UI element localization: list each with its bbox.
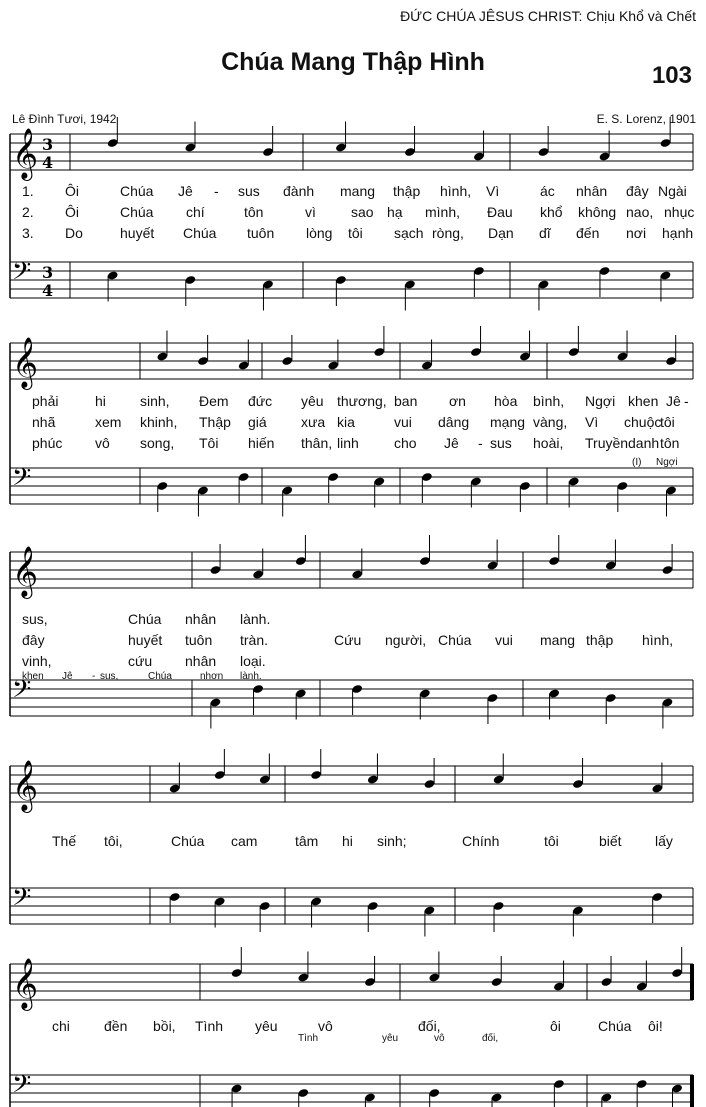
time-signature-bottom: 4 bbox=[42, 153, 54, 172]
lyric-syllable: cam bbox=[231, 833, 258, 849]
lyric-syllable: hình, bbox=[642, 632, 674, 648]
lyric-syllable: sus, bbox=[22, 611, 48, 627]
lyric-syllable: ác bbox=[540, 183, 555, 199]
lyric-syllable: sus bbox=[238, 183, 260, 199]
lyric-syllable: Cứu bbox=[334, 632, 362, 648]
lyric-syllable: thập bbox=[586, 632, 614, 648]
lyric-syllable: thập bbox=[393, 183, 421, 199]
lyric-syllable: tôi bbox=[544, 833, 559, 849]
lyric-syllable: không bbox=[578, 204, 617, 220]
lyric-syllable: Chúa bbox=[183, 225, 217, 241]
lyric-syllable: Tình bbox=[195, 1018, 224, 1034]
final-barline bbox=[690, 964, 694, 1000]
lyric-syllable: danh bbox=[628, 435, 660, 451]
section-heading: ĐỨC CHÚA JÊSUS CHRIST: Chịu Khổ và Chết bbox=[400, 8, 696, 24]
lyric-syllable: yêu bbox=[255, 1018, 278, 1034]
lyric-syllable: yêu bbox=[382, 1033, 399, 1044]
lyric-syllable: huyết bbox=[120, 225, 155, 241]
lyric-syllable: - bbox=[684, 393, 689, 409]
lyric-syllable: đối, bbox=[418, 1018, 441, 1034]
lyric-syllable: hi bbox=[95, 393, 106, 409]
lyric-syllable: nao, bbox=[626, 204, 654, 220]
final-barline bbox=[690, 1075, 694, 1107]
lyric-syllable: hiến bbox=[248, 435, 275, 451]
lyric-syllable: tôi bbox=[348, 225, 363, 241]
lyric-syllable: sus, bbox=[100, 671, 119, 682]
lyric-syllable: người, bbox=[385, 632, 427, 648]
lyric-syllable: - bbox=[478, 435, 483, 451]
lyric-syllable: ơn bbox=[449, 393, 466, 409]
lyric-syllable: hạnh bbox=[662, 225, 694, 241]
lyric-syllable: song, bbox=[140, 435, 175, 451]
lyric-syllable: mạng bbox=[490, 414, 526, 430]
lyric-syllable: Do bbox=[65, 225, 83, 241]
lyric-syllable: lành. bbox=[240, 611, 271, 627]
lyric-syllable: mình, bbox=[425, 204, 461, 220]
lyric-syllable: Chính bbox=[462, 833, 500, 849]
lyric-syllable: đây bbox=[626, 183, 649, 199]
lyric-syllable: bình, bbox=[533, 393, 565, 409]
lyric-syllable: tràn. bbox=[240, 632, 269, 648]
lyric-syllable: nhơn bbox=[200, 671, 224, 682]
bass-clef: 𝄢 bbox=[12, 257, 32, 292]
hymn-number: 103 bbox=[651, 62, 692, 89]
treble-clef: 𝄞 bbox=[12, 337, 39, 388]
lyric-syllable: tôn bbox=[244, 204, 264, 220]
lyric-syllable: vui bbox=[394, 414, 412, 430]
lyric-syllable: lòng bbox=[306, 225, 333, 241]
bass-clef: 𝄢 bbox=[12, 883, 32, 918]
lyric-syllable: Ngài bbox=[658, 183, 687, 199]
lyric-syllable: khen bbox=[628, 393, 659, 409]
lyric-syllable: xưa bbox=[301, 414, 326, 430]
lyric-syllable: Chúa bbox=[128, 611, 162, 627]
lyric-syllable: lấy bbox=[655, 833, 673, 849]
lyric-syllable: chuộc bbox=[624, 414, 662, 430]
lyric-syllable: vì bbox=[305, 204, 316, 220]
lyric-syllable: Ngợi bbox=[585, 393, 616, 409]
lyric-syllable: (I) bbox=[632, 457, 642, 468]
lyric-syllable: Ôi bbox=[65, 204, 79, 220]
lyric-syllable: - bbox=[92, 671, 96, 682]
lyric-syllable: sao bbox=[351, 204, 374, 220]
lyric-syllable: đối, bbox=[482, 1033, 499, 1044]
lyric-syllable: đền bbox=[104, 1018, 128, 1034]
lyric-syllable: tôi, bbox=[104, 833, 123, 849]
lyric-syllable: mang bbox=[340, 183, 376, 199]
lyric-syllable: loại. bbox=[240, 653, 266, 669]
time-signature-top: 3 bbox=[42, 135, 54, 154]
lyric-syllable: sus bbox=[490, 435, 512, 451]
lyric-syllable: Vì bbox=[486, 183, 500, 199]
lyric-syllable: vàng, bbox=[533, 414, 568, 430]
lyric-syllable: thân, bbox=[301, 435, 333, 451]
lyric-syllable: 3. bbox=[22, 225, 34, 241]
treble-clef: 𝄞 bbox=[12, 546, 39, 597]
lyric-syllable: dĩ bbox=[539, 225, 551, 241]
lyric-syllable: ròng, bbox=[432, 225, 464, 241]
lyric-syllable: nhân bbox=[185, 611, 217, 627]
treble-clef: 𝄞 bbox=[12, 958, 39, 1009]
lyric-syllable: phúc bbox=[32, 435, 63, 451]
lyric-syllable: sạch bbox=[394, 225, 424, 241]
lyric-syllable: sinh; bbox=[377, 833, 407, 849]
bass-clef: 𝄢 bbox=[12, 463, 32, 498]
lyric-syllable: Ngợi bbox=[656, 457, 678, 468]
lyric-syllable: hi bbox=[342, 833, 353, 849]
lyric-syllable: tôn bbox=[660, 435, 680, 451]
lyric-syllable: sinh, bbox=[140, 393, 170, 409]
lyric-syllable: hoài, bbox=[533, 435, 564, 451]
lyric-syllable: đây bbox=[22, 632, 45, 648]
treble-clef: 𝄞 bbox=[12, 760, 39, 811]
lyric-syllable: Chúa bbox=[438, 632, 472, 648]
lyric-syllable: Jê bbox=[178, 183, 193, 199]
lyric-syllable: Jê bbox=[444, 435, 459, 451]
lyric-syllable: Chúa bbox=[120, 183, 154, 199]
time-signature-top: 3 bbox=[42, 263, 54, 282]
lyric-syllable: phải bbox=[32, 393, 59, 409]
lyric-syllable: Dạn bbox=[488, 225, 514, 241]
lyric-syllable: vô bbox=[318, 1018, 333, 1034]
lyric-syllable: lành. bbox=[240, 671, 262, 682]
lyric-syllable: Thế bbox=[52, 833, 77, 849]
lyric-syllable: cho bbox=[394, 435, 417, 451]
lyric-syllable: Jê bbox=[666, 393, 681, 409]
lyric-syllable: đành bbox=[283, 183, 315, 199]
lyric-syllable: khen bbox=[22, 671, 44, 682]
lyric-syllable: linh bbox=[337, 435, 359, 451]
lyric-syllable: ôi! bbox=[648, 1018, 663, 1034]
lyric-syllable: 2. bbox=[22, 204, 34, 220]
lyric-syllable: mang bbox=[540, 632, 576, 648]
lyric-syllable: vô bbox=[95, 435, 110, 451]
lyricist-credit: Lê Đình Tươi, 1942 bbox=[12, 112, 117, 126]
bass-clef: 𝄢 bbox=[12, 1070, 32, 1105]
lyric-syllable: Đau bbox=[487, 204, 513, 220]
lyric-syllable: Vì bbox=[585, 414, 599, 430]
lyric-syllable: giá bbox=[248, 414, 267, 430]
lyric-syllable: chí bbox=[186, 204, 205, 220]
lyric-syllable: tâm bbox=[295, 833, 319, 849]
lyric-syllable: Chúa bbox=[171, 833, 205, 849]
treble-clef: 𝄞 bbox=[12, 128, 39, 179]
lyric-syllable: thương, bbox=[337, 393, 387, 409]
lyric-syllable: hình, bbox=[440, 183, 472, 199]
lyric-syllable: huyết bbox=[128, 632, 163, 648]
lyric-syllable: khổ bbox=[540, 204, 563, 220]
lyric-syllable: Ôi bbox=[65, 183, 79, 199]
lyric-syllable: cứu bbox=[128, 653, 153, 669]
lyric-syllable: xem bbox=[95, 414, 122, 430]
composer-credit: E. S. Lorenz, 1901 bbox=[596, 112, 696, 126]
lyric-syllable: chi bbox=[52, 1018, 70, 1034]
lyric-syllable: Tôi bbox=[199, 435, 219, 451]
lyric-syllable: vui bbox=[495, 632, 513, 648]
lyric-syllable: biết bbox=[599, 833, 622, 849]
lyric-syllable: vô bbox=[434, 1033, 445, 1044]
lyric-syllable: Tình bbox=[298, 1033, 319, 1044]
lyric-syllable: Chúa bbox=[148, 671, 172, 682]
lyric-syllable: đến bbox=[576, 225, 600, 241]
lyric-syllable: tuôn bbox=[185, 632, 213, 648]
lyric-syllable: khinh, bbox=[140, 414, 178, 430]
lyric-syllable: vinh, bbox=[22, 653, 52, 669]
lyric-syllable: nơi bbox=[626, 225, 647, 241]
lyric-syllable: tuôn bbox=[247, 225, 275, 241]
lyric-syllable: nhân bbox=[185, 653, 217, 669]
lyric-syllable: nhân bbox=[576, 183, 608, 199]
lyric-syllable: nhục bbox=[664, 204, 695, 220]
lyric-syllable: yêu bbox=[301, 393, 324, 409]
lyric-syllable: Truyền bbox=[585, 435, 629, 451]
lyric-syllable: ôi bbox=[550, 1018, 561, 1034]
lyric-syllable: dâng bbox=[438, 414, 470, 430]
bass-clef: 𝄢 bbox=[12, 675, 32, 710]
lyric-syllable: Jê bbox=[62, 671, 73, 682]
lyric-syllable: Thập bbox=[199, 414, 231, 430]
lyric-syllable: kia bbox=[337, 414, 355, 430]
lyric-syllable: hạ bbox=[387, 204, 403, 220]
time-signature-bottom: 4 bbox=[42, 281, 54, 300]
lyric-syllable: nhã bbox=[32, 414, 56, 430]
lyric-syllable: Chúa bbox=[598, 1018, 632, 1034]
lyric-syllable: đức bbox=[248, 393, 273, 409]
lyric-syllable: bồi, bbox=[153, 1018, 176, 1034]
hymn-title: Chúa Mang Thập Hình bbox=[221, 48, 485, 76]
lyric-syllable: ban bbox=[394, 393, 418, 409]
lyric-syllable: hòa bbox=[494, 393, 518, 409]
lyric-syllable: Đem bbox=[199, 393, 229, 409]
lyric-syllable: - bbox=[214, 183, 219, 199]
lyric-syllable: tôi bbox=[660, 414, 675, 430]
lyric-syllable: Chúa bbox=[120, 204, 154, 220]
lyric-syllable: 1. bbox=[22, 183, 34, 199]
